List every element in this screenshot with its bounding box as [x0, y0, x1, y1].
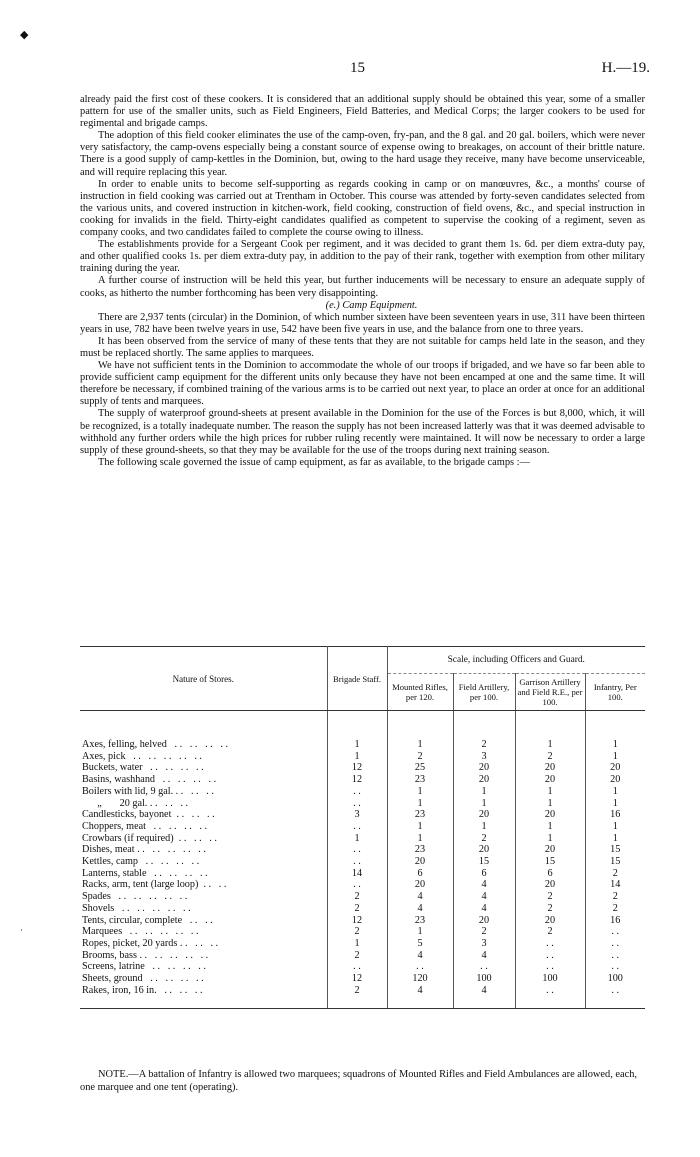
scale-value: 23 — [387, 844, 453, 856]
scale-value: 1 — [387, 739, 453, 751]
scale-value: . . — [585, 926, 645, 938]
scale-value: 2 — [327, 985, 387, 997]
scale-value: 14 — [585, 879, 645, 891]
scale-value: 23 — [387, 809, 453, 821]
scale-value: . . — [585, 961, 645, 973]
scale-value: 1 — [585, 798, 645, 810]
document-id: H.—19. — [601, 60, 650, 76]
table-body — [80, 711, 645, 1009]
scale-value: 12 — [327, 762, 387, 774]
scale-value: 1 — [387, 821, 453, 833]
scale-value: . . — [327, 786, 387, 798]
scale-value: 100 — [515, 973, 585, 985]
scale-value: 1 — [585, 821, 645, 833]
scale-value: 100 — [453, 973, 515, 985]
col-header-stores: Nature of Stores. — [80, 647, 327, 711]
table-row — [80, 751, 645, 763]
scale-value: 1 — [387, 786, 453, 798]
store-name: Ropes, picket, 20 yards . . . . . . — [82, 937, 219, 949]
scale-value: 4 — [453, 903, 515, 915]
paragraph: There are 2,937 tents (circular) in the Dominion, of which number sixteen have been seventeen years in use, 311 have been thirteen years in use, 782 have been twelve years in use, 542 have been five years in use, and the balance from one to three years. — [80, 311, 645, 335]
scale-value: 1 — [585, 786, 645, 798]
scale-value: . . — [327, 821, 387, 833]
scale-value: 1 — [515, 739, 585, 751]
scale-value: 20 — [387, 879, 453, 891]
scale-value: . . — [327, 844, 387, 856]
spacer-row — [80, 711, 645, 740]
scale-value: 20 — [453, 762, 515, 774]
scale-value: 1 — [453, 798, 515, 810]
scale-value: 20 — [515, 762, 585, 774]
paragraph: The establishments provide for a Sergeant Cook per regiment, and it was decided to grant them 1s. 6d. per diem extra-duty pay, and other qualified cooks 1s. per diem extra-duty pay, in addition to the pay of their rank, together with exemption from other military training during the year. — [80, 239, 645, 275]
table-row — [80, 938, 645, 950]
table-row — [80, 798, 645, 810]
scale-value: 2 — [327, 891, 387, 903]
body-text — [80, 94, 645, 469]
scale-value: 1 — [387, 798, 453, 810]
col-header-field-artillery: Field Artillery, per 100. — [453, 674, 515, 711]
store-name: Crowbars (if required) . . . . . . — [82, 832, 217, 844]
table-row — [80, 961, 645, 973]
scale-value: . . — [585, 950, 645, 962]
store-name: Brooms, bass . . . . . . . . . . — [82, 949, 209, 961]
scale-value: 2 — [387, 751, 453, 763]
scale-value: . . — [327, 961, 387, 973]
scale-value: 2 — [453, 739, 515, 751]
bottom-rule-row — [80, 996, 645, 1008]
scale-value: 5 — [387, 938, 453, 950]
table-row — [80, 844, 645, 856]
table-row — [80, 868, 645, 880]
paragraph: already paid the first cost of these cookers. It is considered that an additional supply should be obtained this year, some of a smaller pattern for use of the smaller units, such as Field Engineers, Field Batteries, and Medical Corps; the larger cookers to be used for regimental and brigade camps. — [80, 94, 645, 130]
scale-value: 2 — [515, 891, 585, 903]
table-row — [80, 973, 645, 985]
scale-value: 15 — [585, 856, 645, 868]
scale-value: 6 — [453, 868, 515, 880]
scale-value: 2 — [453, 833, 515, 845]
store-name: Kettles, camp . . . . . . . . — [82, 856, 200, 868]
paragraph: It has been observed from the service of many of these tents that they are not suitable for camps held late in the season, and they must be replaced shortly. The same applies to marquees. — [80, 335, 645, 359]
camp-equipment-table — [80, 646, 645, 1009]
scale-value: . . — [327, 879, 387, 891]
scale-value: 20 — [585, 774, 645, 786]
table-row — [80, 879, 645, 891]
scale-value: 12 — [327, 774, 387, 786]
scale-value: 2 — [585, 903, 645, 915]
table-row — [80, 739, 645, 751]
scale-value: 20 — [453, 915, 515, 927]
scale-value: 2 — [327, 926, 387, 938]
scale-value: 1 — [515, 821, 585, 833]
scale-value: 2 — [515, 903, 585, 915]
margin-tick: · — [20, 925, 23, 935]
scale-value: 2 — [585, 891, 645, 903]
page-number: 15 — [350, 60, 365, 76]
store-name: Axes, felling, helved . . . . . . . . — [82, 739, 228, 750]
scale-value: 16 — [585, 809, 645, 821]
scale-value: 4 — [387, 891, 453, 903]
scale-value: 1 — [453, 786, 515, 798]
scale-value: 23 — [387, 774, 453, 786]
store-name: Axes, pick . . . . . . . . . . — [82, 750, 202, 762]
scale-value: 15 — [515, 856, 585, 868]
scale-value: 20 — [387, 856, 453, 868]
scale-value: 20 — [453, 774, 515, 786]
store-name: Buckets, water . . . . . . . . — [82, 762, 204, 774]
scale-value: . . — [585, 985, 645, 997]
scale-value: 1 — [327, 739, 387, 751]
scale-value: 20 — [515, 879, 585, 891]
col-header-mounted-rifles: Mounted Rifles, per 120. — [387, 674, 453, 711]
paragraph: We have not sufficient tents in the Dominion to accommodate the whole of our troops if brigaded, and we have so far been able to provide sufficient camp equipment for the different units only because they have not been encamped at one and the same time. It will therefore be necessary, if combined training of the various arms is to be carried out next year, to place an order at once for an additional supply of tents and marquees. — [80, 360, 645, 408]
scale-value: 4 — [453, 891, 515, 903]
scale-value: 3 — [453, 751, 515, 763]
store-name: Sheets, ground . . . . . . . . — [82, 973, 204, 985]
scale-value: 12 — [327, 915, 387, 927]
store-name: Candlesticks, bayonet . . . . . . — [82, 809, 215, 821]
table-note: NOTE.—A battalion of Infantry is allowed two marquees; squadrons of Mounted Rifles and Field Ambulances are allowed, each, one marquee and one tent (operating). — [80, 1069, 638, 1093]
scale-value: . . — [327, 856, 387, 868]
scale-value: 1 — [515, 798, 585, 810]
scale-value: 2 — [453, 926, 515, 938]
scale-value: 1 — [585, 833, 645, 845]
store-name: Dishes, meat . . . . . . . . . . — [82, 844, 206, 856]
table-row — [80, 809, 645, 821]
store-name: Screens, latrine . . . . . . . . — [82, 961, 206, 973]
scale-value: 20 — [453, 844, 515, 856]
col-header-infantry: Infantry, Per 100. — [585, 674, 645, 711]
scale-value: 6 — [515, 868, 585, 880]
scale-value: 4 — [453, 879, 515, 891]
store-name: Shovels . . . . . . . . . . — [82, 902, 191, 914]
scale-value: 2 — [515, 926, 585, 938]
scale-value: 1 — [387, 833, 453, 845]
table-row — [80, 856, 645, 868]
store-name: Choppers, meat . . . . . . . . — [82, 820, 208, 832]
section-heading: (e.) Camp Equipment. — [325, 299, 418, 311]
scale-value: 1 — [387, 926, 453, 938]
table-row — [80, 926, 645, 938]
paragraph: The following scale governed the issue of camp equipment, as far as available, to the brigade camps :— — [98, 456, 530, 468]
store-name: Lanterns, stable . . . . . . . . — [82, 867, 208, 879]
scale-value: 1 — [515, 833, 585, 845]
table-row — [80, 821, 645, 833]
scale-value: 3 — [453, 938, 515, 950]
scale-value: 20 — [585, 762, 645, 774]
scale-value: 14 — [327, 868, 387, 880]
table-row — [80, 786, 645, 798]
store-name: Rakes, iron, 16 in. . . . . . . — [82, 984, 203, 996]
scale-value: . . — [515, 938, 585, 950]
paragraph: In order to enable units to become self-supporting as regards cooking in camp or on manœuvres, &c., a months' course of instruction in field cooking was carried out at Trentham in October. This course was attended by forty-seven candidates selected from the various units, and covered instruction in kitchen-work, field cooking, construction of field ovens, &c., and special instruction in cooking for invalids in the field. Thirty-eight candidates qualified as competent to supervise the cooking of a regiment, seven as company cooks, and two candidates failed to complete the course owing to illness. — [80, 178, 645, 239]
scale-value: . . — [387, 961, 453, 973]
scale-value: . . — [453, 961, 515, 973]
scale-value: . . — [515, 961, 585, 973]
table-row — [80, 774, 645, 786]
scale-value: . . — [585, 938, 645, 950]
scale-value: 15 — [453, 856, 515, 868]
scale-value: . . — [515, 985, 585, 997]
scale-value: . . — [515, 950, 585, 962]
scale-value: 100 — [585, 973, 645, 985]
table-row — [80, 891, 645, 903]
scale-value: 4 — [453, 950, 515, 962]
scale-value: 25 — [387, 762, 453, 774]
scale-value: 2 — [585, 868, 645, 880]
scale-value: 1 — [327, 938, 387, 950]
scale-value: 1 — [585, 751, 645, 763]
group-header: Scale, including Officers and Guard. — [387, 647, 645, 674]
scale-value: 1 — [585, 739, 645, 751]
scale-value: 2 — [327, 950, 387, 962]
page-header — [0, 60, 700, 80]
scale-value: 1 — [453, 821, 515, 833]
scale-value: 16 — [585, 915, 645, 927]
store-name: Basins, washhand . . . . . . . . — [82, 774, 217, 786]
margin-mark: ◆ — [20, 29, 29, 41]
table-row — [80, 950, 645, 962]
scale-value: 120 — [387, 973, 453, 985]
store-name: Racks, arm, tent (large loop) . . . . — [82, 879, 227, 891]
scale-value: 1 — [327, 751, 387, 763]
scale-value: 4 — [453, 985, 515, 997]
scale-value: 4 — [387, 903, 453, 915]
col-header-brigade-staff: Brigade Staff. — [327, 647, 387, 711]
scale-value: . . — [327, 798, 387, 810]
scale-value: 23 — [387, 915, 453, 927]
table-row — [80, 833, 645, 845]
scale-value: 1 — [327, 833, 387, 845]
scale-value: 12 — [327, 973, 387, 985]
table-row — [80, 985, 645, 997]
table-row — [80, 903, 645, 915]
scale-value: 20 — [515, 774, 585, 786]
paragraph: A further course of instruction will be held this year, but further inducements will be necessary to ensure an adequate supply of cooks, as hitherto the number forthcoming has been very disappointing. — [80, 275, 645, 299]
scale-value: 4 — [387, 985, 453, 997]
scale-value: 1 — [515, 786, 585, 798]
store-name: Boilers with lid, 9 gal. . . . . . . — [82, 785, 214, 797]
scale-value: 20 — [515, 809, 585, 821]
scale-value: 4 — [387, 950, 453, 962]
store-name: „ 20 gal. . . . . . . — [82, 797, 189, 809]
scale-value: 15 — [585, 844, 645, 856]
col-header-garrison-artillery: Garrison Artillery and Field R.E., per 100. — [515, 674, 585, 711]
store-name: Spades . . . . . . . . . . — [82, 891, 188, 903]
table-row — [80, 915, 645, 927]
scale-value: 20 — [453, 809, 515, 821]
paragraph: The adoption of this field cooker eliminates the use of the camp-oven, fry-pan, and the 8 gal. and 20 gal. boilers, which were never very satisfactory, the camp-ovens especially being a constant source of expense owing to breakages, on account of their brittle nature. There is a good supply of camp-kettles in the Dominion, but, owing to the hard usage they receive, many have become unserviceable, and will require replacing this year. — [80, 130, 645, 178]
store-name: Tents, circular, complete . . . . — [82, 914, 213, 926]
scale-value: 2 — [327, 903, 387, 915]
store-name: Marquees . . . . . . . . . . — [82, 926, 199, 938]
scale-value: 20 — [515, 915, 585, 927]
scale-value: 20 — [515, 844, 585, 856]
table-row — [80, 762, 645, 774]
paragraph: The supply of waterproof ground-sheets at present available in the Dominion for the use of the Forces is but 8,000, which, it will be recognized, is a totally inadequate number. The reason the supply has not been increased latterly was that it was deemed advisable to withhold any further orders while the high prices for rubber ruling recently were maintained. It will now be necessary to order a large supply of these ground-sheets, so that they may be available for the use of the troops during next training season. — [80, 408, 645, 456]
scale-value: 6 — [387, 868, 453, 880]
scale-value: 2 — [515, 751, 585, 763]
scale-value: 3 — [327, 809, 387, 821]
